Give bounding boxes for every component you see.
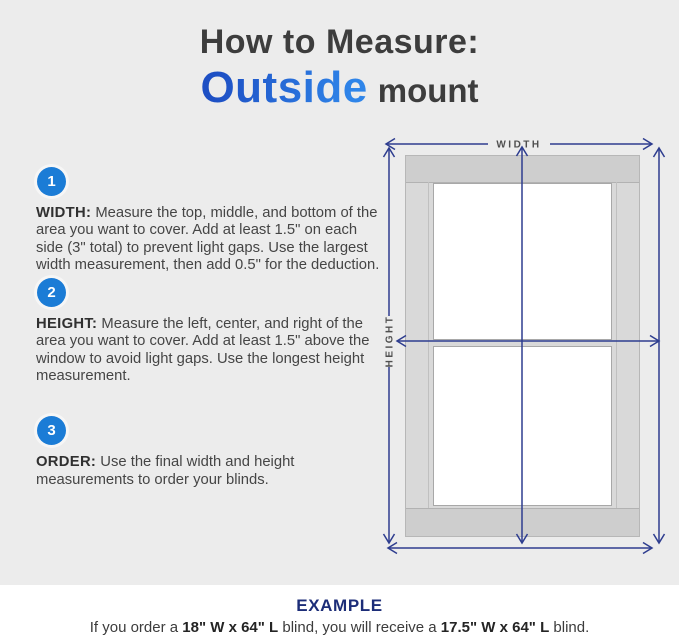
width-label: WIDTH (496, 139, 542, 151)
step-2 (36, 278, 386, 385)
center-vertical-arrow (517, 147, 528, 543)
subtitle-accent: Outside (200, 63, 368, 112)
example-heading: EXAMPLE (296, 596, 383, 615)
window-diagram (378, 130, 670, 558)
step-1 (36, 167, 386, 274)
example-part3: blind. (549, 619, 590, 636)
step-2-label: HEIGHT: (36, 316, 98, 333)
step-1-body: Measure the top, middle, and bottom of the area you want to cover. Add at least 1.5" on each side (3" total) to prevent light gaps. Use the largest width measurement, then add 0.5" for the deduction. (36, 205, 380, 273)
subtitle-suffix: mount (377, 72, 479, 109)
step-1-label: WIDTH: (36, 205, 92, 221)
width-arrow-bottom (388, 543, 652, 554)
page-subtitle (0, 64, 679, 122)
step-3-badge: 3 (37, 416, 66, 445)
step-2-badge: 2 (37, 278, 66, 307)
example-part2: blind, you will receive a (278, 619, 441, 636)
middle-horizontal-arrow (397, 336, 659, 347)
step-1-badge: 1 (37, 167, 66, 196)
width-arrow-top (386, 139, 652, 151)
example-part1: If you order a (89, 619, 183, 636)
height-label: HEIGHT (384, 314, 396, 368)
example-footer (0, 585, 679, 644)
step-1-text (36, 205, 386, 274)
steps-list (36, 167, 386, 489)
step-3 (36, 416, 386, 489)
height-arrow-left (384, 148, 396, 543)
title-block (0, 22, 679, 122)
example-sentence (0, 619, 679, 637)
measurement-arrows (378, 130, 670, 558)
step-2-body: Measure the left, center, and right of the area you want to cover. Add at least 1.5" above the window to avoid light gaps. Use the longest height measurement. (36, 316, 370, 385)
step-2-text (36, 316, 386, 385)
example-ordered-size: 18" W x 64" L (182, 619, 279, 636)
step-3-body: Use the final width and height measurements to order your blinds. (36, 454, 295, 488)
example-received-size: 17.5" W x 64" L (440, 619, 550, 636)
height-arrow-right (654, 148, 665, 543)
page-title: How to Measure: (199, 23, 480, 61)
step-3-text (36, 454, 386, 489)
step-3-label: ORDER: (36, 454, 97, 471)
